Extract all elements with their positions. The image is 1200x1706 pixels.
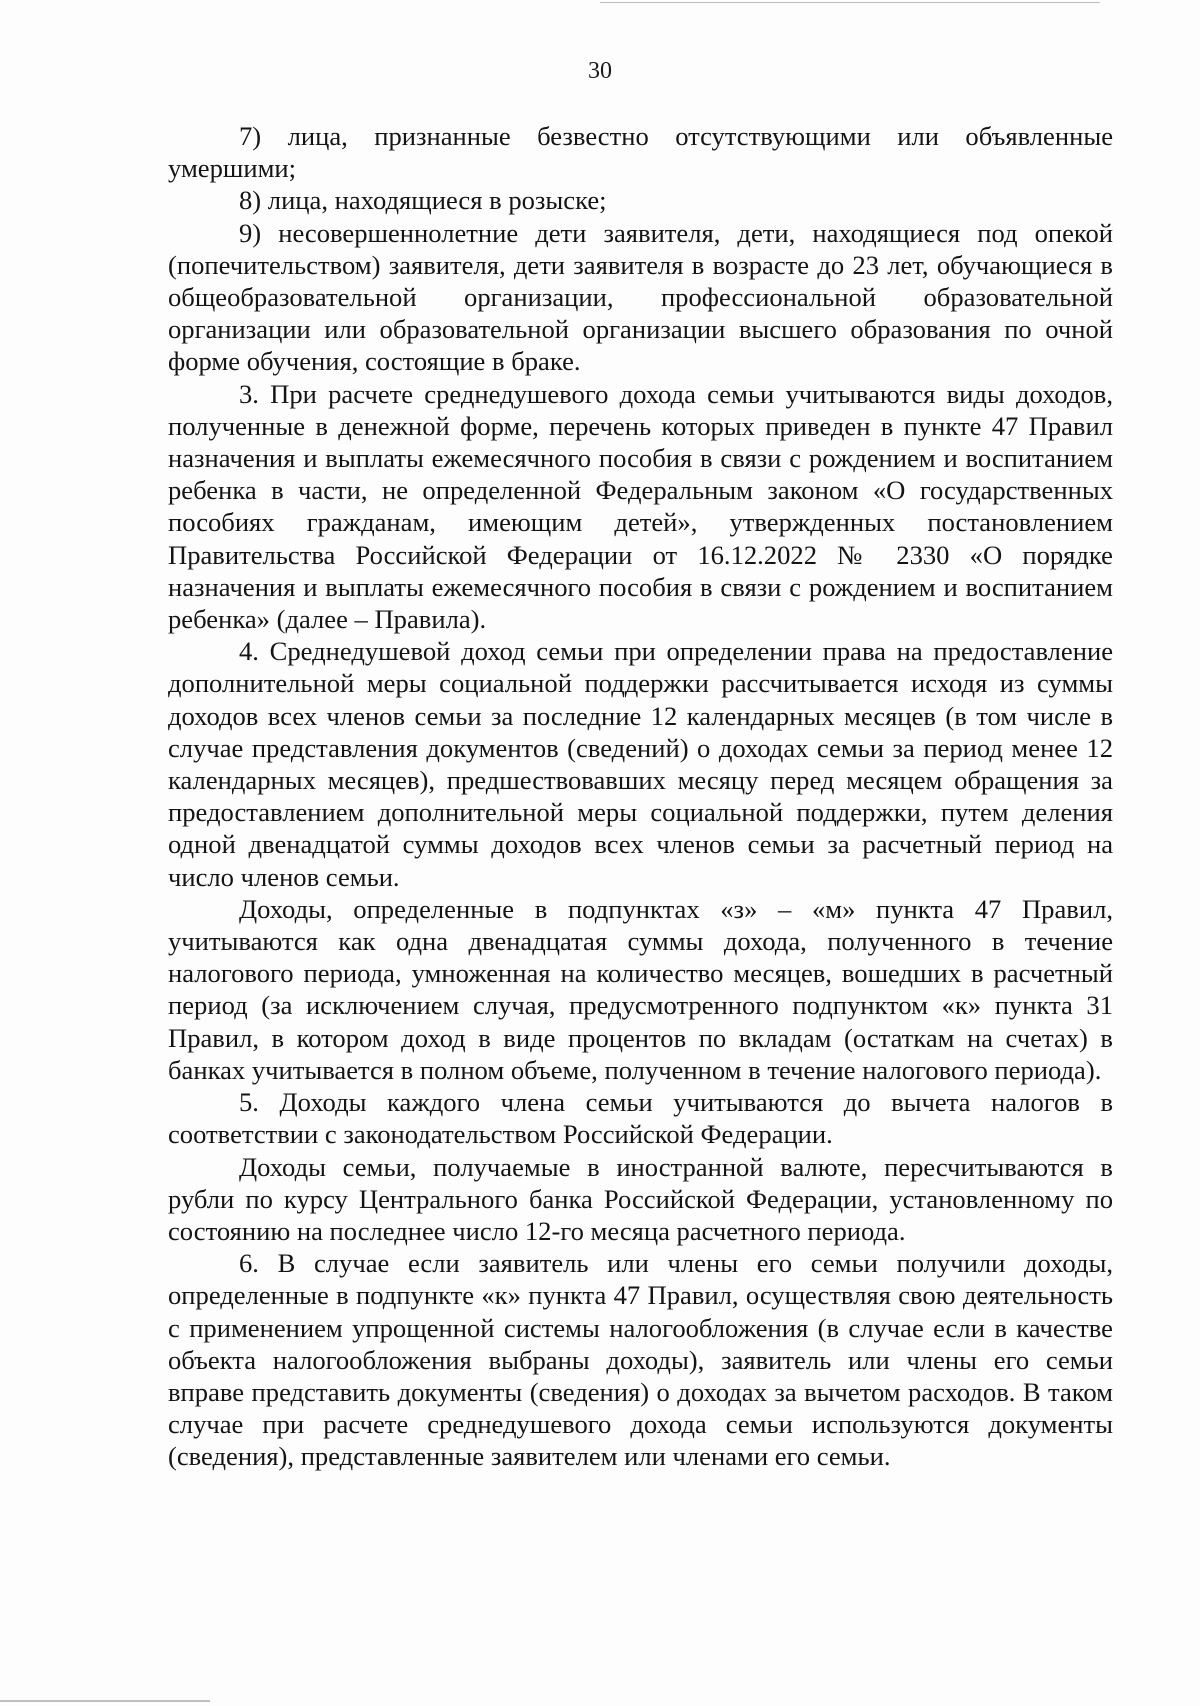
page-number: 30 bbox=[588, 58, 612, 84]
paragraph-item-7: 7) лица, признанные безвестно отсутствующими или объявленные умершими; bbox=[168, 121, 1113, 184]
paragraph-section-4: 4. Среднедушевой доход семьи при определении права на предоставление дополнительной меры социальной поддержки рассчитывается исходя из суммы доходов всех членов семьи за последние 12 календарных месяцев (в том числе в случае представления документов (сведений) о доходах семьи за период менее 12 календарных месяцев), предшествовавших месяцу перед месяцем обращения за предоставлением дополнительной меры социальной поддержки, путем деления одной двенадцатой суммы доходов всех членов семьи за расчетный период на число членов семьи. bbox=[168, 636, 1113, 892]
scan-mark-top bbox=[600, 2, 1100, 3]
scan-mark-bottom bbox=[0, 1700, 210, 1702]
paragraph-section-5-currency: Доходы семьи, получаемые в иностранной валюте, пересчитываются в рубли по курсу Центрального банка Российской Федерации, установленному по состоянию на последнее число 12-го месяца расчетного периода. bbox=[168, 1151, 1113, 1246]
paragraph-section-3: 3. При расчете среднедушевого дохода семьи учитываются виды доходов, полученные в денежной форме, перечень которых приведен в пункте 47 Правил назначения и выплаты ежемесячного пособия в связи с рождением и воспитанием ребенка в части, не определенной Федеральным законом «О государственных пособиях гражданам, имеющим детей», утвержденных постановлением Правительства Российской Федерации от 16.12.2022 № 2330 «О порядке назначения и выплаты ежемесячного пособия в связи с рождением и воспитанием ребенка» (далее – Правила). bbox=[168, 378, 1113, 635]
paragraph-section-5: 5. Доходы каждого члена семьи учитываются до вычета налогов в соответствии с законодательством Российской Федерации. bbox=[168, 1087, 1113, 1150]
paragraph-section-4-incomes: Доходы, определенные в подпунктах «з» – «м» пункта 47 Правил, учитываются как одна двенадцатая суммы дохода, полученного в течение налогового периода, умноженная на количество месяцев, вошедших в расчетный период (за исключением случая, предусмотренного подпунктом «к» пункта 31 Правил, в котором доход в виде процентов по вкладам (остаткам на счетах) в банках учитывается в полном объеме, полученном в течение налогового периода). bbox=[168, 893, 1113, 1085]
document-body bbox=[168, 120, 1113, 1473]
paragraph-section-6: 6. В случае если заявитель или члены его семьи получили доходы, определенные в подпункте «к» пункта 47 Правил, осуществляя свою деятельность с применением упрощенной системы налогообложения (в случае если в качестве объекта налогообложения выбраны доходы), заявитель или члены его семьи вправе представить документы (сведения) о доходах за вычетом расходов. В таком случае при расчете среднедушевого дохода семьи используются документы (сведения), представленные заявителем или членами его семьи. bbox=[168, 1248, 1113, 1472]
paragraph-item-9: 9) несовершеннолетние дети заявителя, дети, находящиеся под опекой (попечительством) заявителя, дети заявителя в возрасте до 23 лет, обучающиеся в общеобразовательной организации, профессиональной образовательной организации или образовательной организации высшего образования по очной форме обучения, состоящие в браке. bbox=[168, 217, 1113, 377]
paragraph-item-8: 8) лица, находящиеся в розыске; bbox=[239, 185, 607, 216]
